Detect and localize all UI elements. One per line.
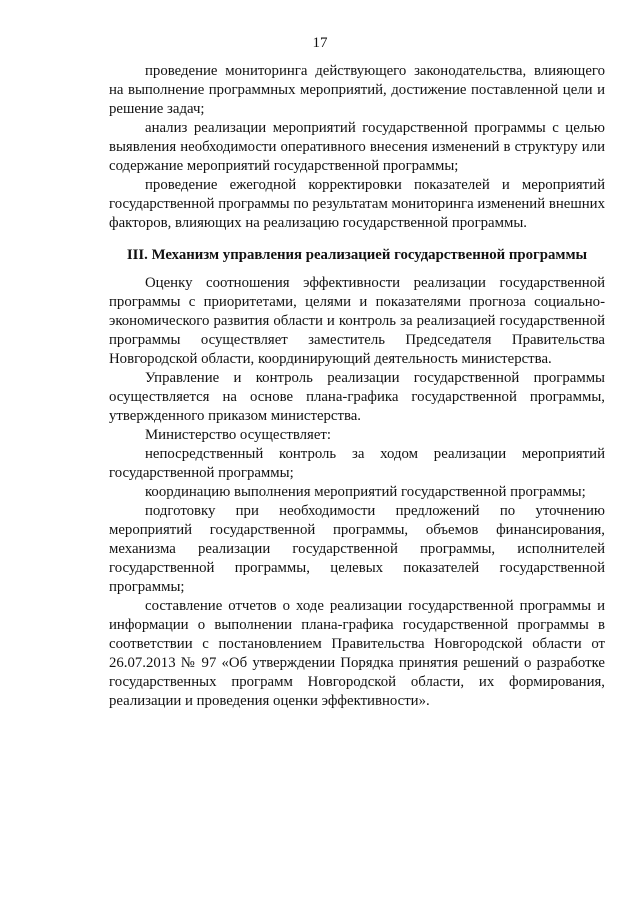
paragraph-analysis-implementation: анализ реализации мероприятий государственной программы с целью выявления необходимости оперативного внесения изменений в структуру или содержание мероприятий государственной программы;: [109, 120, 605, 174]
paragraph-monitoring-legislation: проведение мониторинга действующего законодательства, влияющего на выполнение программных мероприятий, достижение поставленной цели и решение задач;: [109, 63, 605, 117]
paragraph-proposals-preparation: подготовку при необходимости предложений по уточнению мероприятий государственной программы, объемов финансирования, механизма реализации государственной программы, исполнителей государственной программы, целевых показателей государственной программы;: [109, 503, 605, 595]
paragraph-coordination: координацию выполнения мероприятий государственной программы;: [145, 484, 586, 500]
paragraph-annual-adjustment: проведение ежегодной корректировки показателей и мероприятий государственной программы по результатам мониторинга изменений внешних факторов, влияющих на реализацию государственной программы.: [109, 177, 605, 231]
paragraph-management-control: Управление и контроль реализации государственной программы осуществляется на основе плана-графика государственной программы, утвержденного приказом министерства.: [109, 370, 605, 424]
page-number: 17: [312, 35, 328, 51]
paragraph-direct-control: непосредственный контроль за ходом реализации мероприятий государственной программы;: [109, 446, 605, 481]
document-body: [109, 62, 605, 711]
paragraph-ministry-performs: Министерство осуществляет:: [145, 427, 331, 443]
section-heading: III. Механизм управления реализацией государственной программы: [126, 247, 588, 263]
paragraph-efficiency-assessment: Оценку соотношения эффективности реализации государственной программы с приоритетами, целями и показателями прогноза социально-экономического развития области и контроль за реализацией государственной программы осуществляет заместитель Председателя Правительства Новгородской области, координирующий деятельность министерства.: [109, 275, 605, 367]
paragraph-reports-compilation: составление отчетов о ходе реализации государственной программы и информации о выполнении плана-графика государственной программы в соответствии с постановлением Правительства Новгородской области от 26.07.2013 № 97 «Об утверждении Порядка принятия решений о разработке государственных программ Новгородской области, их формирования, реализации и проведения оценки эффективности».: [109, 598, 605, 709]
